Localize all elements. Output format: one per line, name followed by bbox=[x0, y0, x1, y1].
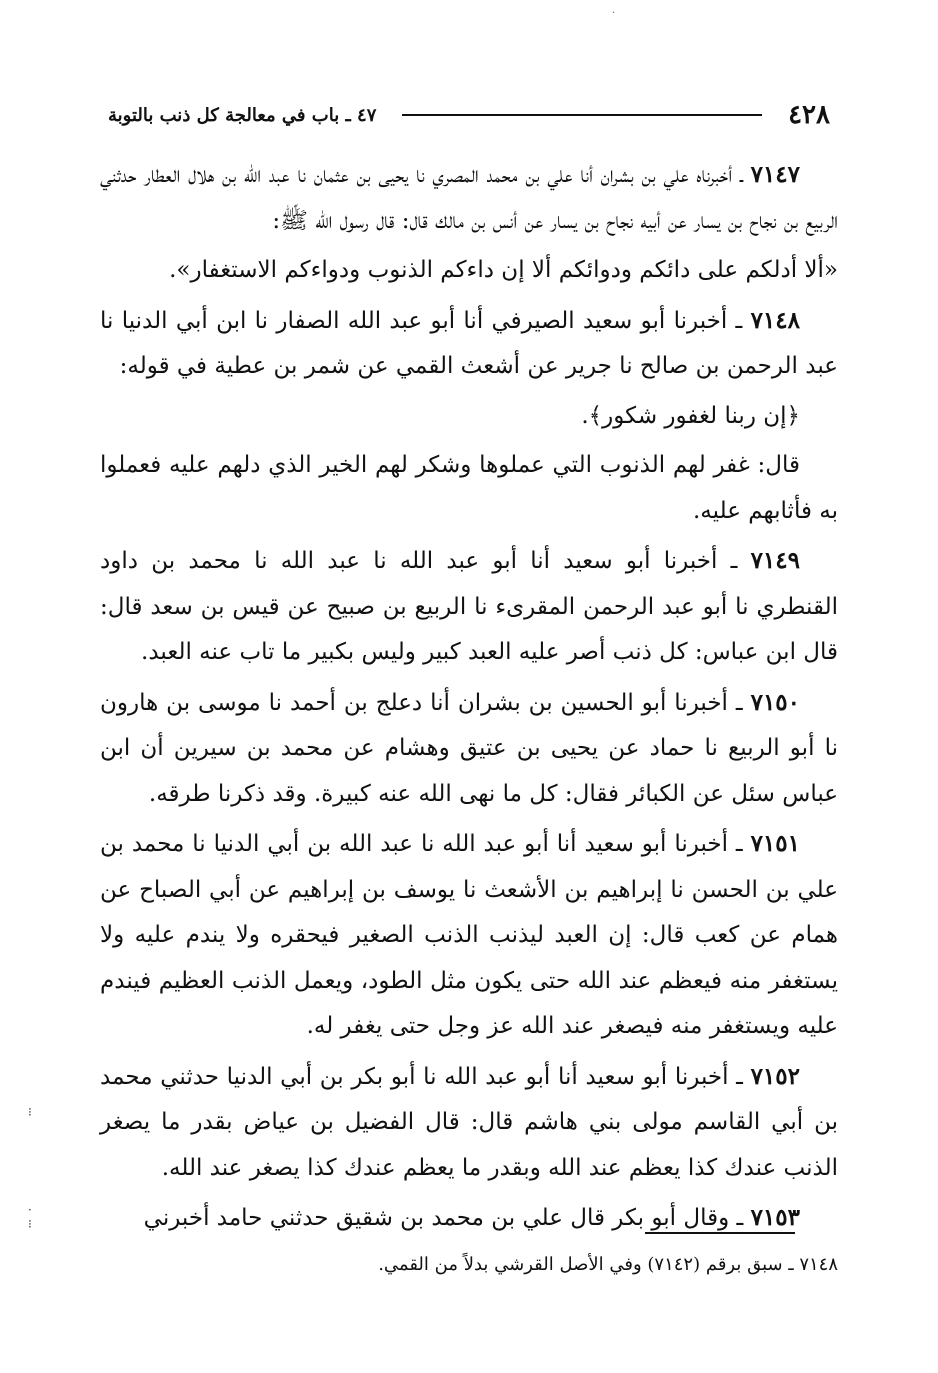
header-rule bbox=[402, 114, 762, 116]
hadith-text: ـ أخبرنا أبو الحسين بن بشران أنا دعلج بن أحمد نا موسى بن هارون نا أبو الربيع نا حماد عن يحيى بن عتيق وهشام عن محمد بن سيرين أن ابن عباس سئل عن الكبائر فقال: كل ما نهى الله عنه كبيرة. وقد ذكرنا طرقه. bbox=[100, 689, 838, 807]
hadith-number: ٧١٥٢ bbox=[750, 1062, 800, 1090]
hadith-number: ٧١٤٨ bbox=[750, 306, 800, 334]
hadith-number: ٧١٤٧ bbox=[750, 161, 800, 188]
page-number: ٤٢٨ bbox=[788, 100, 830, 130]
hadith-number: ٧١٥٠ bbox=[750, 688, 801, 716]
margin-marks: ⁝ · ⁝ bbox=[28, 1105, 32, 1231]
page-header bbox=[108, 98, 830, 132]
hadith-number: ٧١٤٩ bbox=[750, 547, 800, 574]
footnote-separator bbox=[645, 1232, 795, 1234]
hadith-7153 bbox=[100, 1195, 838, 1242]
hadith-text: ـ وقال أبو بكر قال علي بن محمد بن شقيق حدثني حامد أخبرني bbox=[143, 1205, 744, 1231]
hadith-text: ـ أخبرنا أبو سعيد الصيرفي أنا أبو عبد الله الصفار نا ابن أبي الدنيا نا عبد الرحمن بن صالح نا جرير عن أشعث القمي عن شمر بن عطية في قوله: bbox=[100, 307, 838, 379]
hadith-number: ٧١٥٣ bbox=[750, 1204, 800, 1231]
hadith-text: ـ أخبرنا أبو سعيد أنا أبو عبد الله نا أبو بكر بن أبي الدنيا حدثني محمد بن أبي القاسم مولى بني هاشم قال: قال الفضيل بن عياض بقدر ما يصغر الذنب عندك كذا يعظم عند الله وبقدر ما يعظم عندك كذا يصغر عند الله. bbox=[100, 1063, 839, 1181]
hadith-text: ـ أخبرنا أبو سعيد أنا أبو عبد الله نا عبد الله بن أبي الدنيا نا محمد بن علي بن الحسن نا إبراهيم بن الأشعث نا يوسف بن إبراهيم عن أبي الصباح عن همام عن كعب قال: إن العبد ليذنب الذنب الصغير فيحقره ولا يندم عليه ولا يستغفر منه فيعظم عند الله حتى يكون مثل الطود، ويعمل الذنب العظيم فيندم عليه ويستغفر منه فيصغر عند الله عز وجل حتى يغفر له. bbox=[100, 831, 838, 1039]
quran-quote: ﴿إن ربنا لغفور شكور﴾. bbox=[581, 402, 800, 429]
scan-speck: · bbox=[612, 8, 616, 19]
hadith-text: ـ أخبرنا أبو سعيد أنا أبو عبد الله نا عبد الله نا محمد بن داود القنطري نا أبو عبد الرحمن المقرىء نا الربيع بن صبيح عن قيس بن سعد قال: قال ابن عباس: كل ذنب أصر عليه العبد كبير وليس بكبير ما تاب عنه العبد. bbox=[100, 548, 838, 665]
hadith-7148 bbox=[100, 298, 838, 390]
hadith-7149 bbox=[100, 538, 838, 676]
hadith-quote: «ألا أدلكم على دائكم ودوائكم ألا إن داءكم الذنوب ودواءكم الاستغفار». bbox=[169, 257, 838, 283]
hadith-7150 bbox=[100, 680, 838, 818]
hadith-7152 bbox=[100, 1054, 838, 1192]
hadith-7151 bbox=[100, 821, 838, 1050]
hadith-number: ٧١٥١ bbox=[750, 830, 800, 857]
main-text bbox=[100, 152, 838, 1246]
hadith-7147 bbox=[100, 152, 838, 244]
hadith-commentary: قال: غفر لهم الذنوب التي عملوها وشكر لهم الخير الذي دلهم عليه فعملوا به فأثابهم عليه. bbox=[100, 452, 838, 524]
hadith-text: ـ أخبرناه علي بن بشران أنا علي بن محمد المصري نا يحيى بن عثمان نا عبد الله بن هلال العطار حدثني الربيع بن نجاح بن يسار عن أبيه نجاح بن يسار عن أنس بن مالك قال: قال رسول الله ﷺ: bbox=[100, 162, 838, 234]
running-title: ٤٧ ـ باب في معالجة كل ذنب بالتوبة bbox=[108, 104, 377, 126]
footnote: ٧١٤٨ ـ سبق برقم (٧١٤٢) وفي الأصل القرشي بدلاً من القمي. bbox=[378, 1254, 838, 1275]
